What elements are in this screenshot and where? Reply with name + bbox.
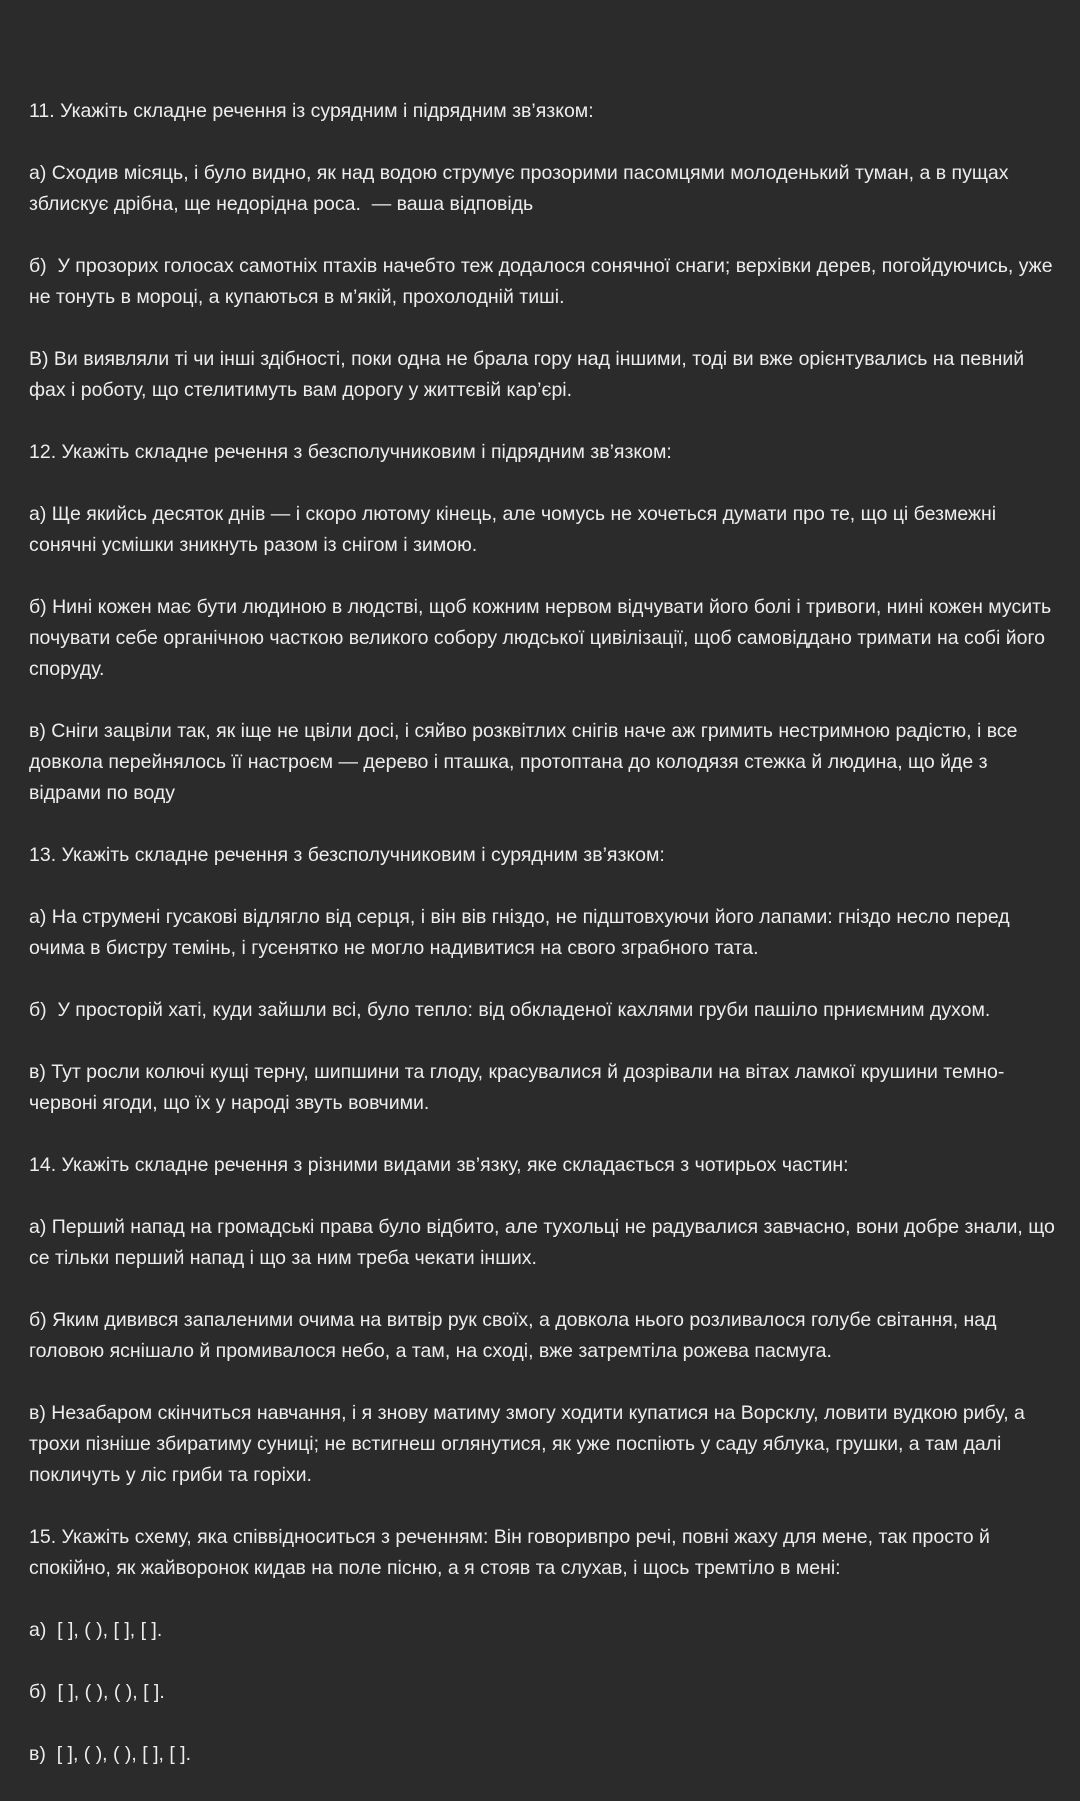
quiz-document xyxy=(29,96,1059,1801)
question-12-option-a: а) Ще якийсь десяток днів — і скоро лютому кінець, але чомусь не хочеться думати про те, що ці безмежні сонячні усмішки зникнуть разом із снігом і зимою. xyxy=(29,503,1002,556)
question-15-prompt: 15. Укажіть схему, яка співвідноситься з реченням: Він говоривпро речі, повні жаху для мене, так просто й спокійно, як жайворонок кидав на поле пісню, а я стояв та слухав, і щось тремтіло в мені: xyxy=(29,1526,996,1579)
question-13-option-c: в) Тут росли колючі кущі терну, шипшини та глоду, красувалися й дозрівали на вітах ламкої крушини темно-червоні ягоди, що їх у народі звуть вовчими. xyxy=(29,1061,1005,1114)
question-12-prompt: 12. Укажіть складне речення з безсполучниковим і підрядним зв’язком: xyxy=(29,441,672,463)
question-14-option-c: в) Незабаром скінчиться навчання, і я знову матиму змогу ходити купатися на Ворсклу, ловити вудкою рибу, а трохи пізніше збиратиму суниці; не встигнеш оглянутися, як уже поспіють у саду яблука, грушки, а там далі покличуть у ліс гриби та горіхи. xyxy=(29,1402,1031,1486)
question-11-option-c: В) Ви виявляли ті чи інші здібності, поки одна не брала гору над іншими, тоді ви вже орієнтувались на певний фах і роботу, що стелитимуть вам дорогу у життєвій кар’єрі. xyxy=(29,348,1030,401)
question-15-option-b: б) [ ], ( ), ( ), [ ]. xyxy=(29,1681,165,1703)
question-12-option-c: в) Сніги зацвіли так, як іще не цвіли досі, і сяйво розквітлих снігів наче аж гримить нестримною радістю, і все довкола перейнялось її настроєм — дерево і пташка, протоптана до колодязя стежка й людина, що йде з відрами по воду xyxy=(29,720,1023,804)
question-13-option-a: а) На струмені гусакові відлягло від серця, і він вів гніздо, не підштовхуючи його лапами: гніздо несло перед очима в бистру темінь, і гусенятко не могло надивитися на свого зграбного тата. xyxy=(29,906,1016,959)
question-15-option-a: а) [ ], ( ), [ ], [ ]. xyxy=(29,1619,163,1641)
question-11-option-a: а) Сходив місяць, і було видно, як над водою струмує прозорими пасомцями молоденький туман, а в пущах зблискує дрібна, ще недорідна роса. — ваша відповідь xyxy=(29,162,1014,215)
question-14-option-a: а) Перший напад на громадські права було відбито, але тухольці не радувалися завчасно, вони добре знали, що се тільки перший напад і що за ним треба чекати інших. xyxy=(29,1216,1061,1269)
question-12-option-b: б) Нині кожен має бути людиною в людстві, щоб кожним нервом відчувати його болі і тривоги, нині кожен мусить почувати себе органічною часткою великого собору людської цивілізації, щоб самовіддано тримати на собі його споруду. xyxy=(29,596,1057,680)
question-11-option-b: б) У прозорих голосах самотніх птахів начебто теж додалося сонячної снаги; верхівки дерев, погойдуючись, уже не тонуть в мороці, а купаються в м’якій, прохолодній тиші. xyxy=(29,255,1058,308)
question-14-prompt: 14. Укажіть складне речення з різними видами зв’язку, яке складається з чотирьох частин: xyxy=(29,1154,849,1176)
question-14-option-b: б) Яким дивився запаленими очима на витвір рук своїх, а довкола нього розливалося голубе світання, над головою яснішало й промивалося небо, а там, на сході, вже затремтіла рожева пасмуга. xyxy=(29,1309,1002,1362)
question-11-prompt: 11. Укажіть складне речення із сурядним і підрядним зв’язком: xyxy=(29,100,594,122)
question-15-option-c: в) [ ], ( ), ( ), [ ], [ ]. xyxy=(29,1743,192,1765)
question-13-option-b: б) У просторій хаті, куди зайшли всі, було тепло: від обкладеної кахлями груби пашіло прниємним духом. xyxy=(29,999,991,1021)
question-13-prompt: 13. Укажіть складне речення з безсполучниковим і сурядним зв’язком: xyxy=(29,844,665,866)
